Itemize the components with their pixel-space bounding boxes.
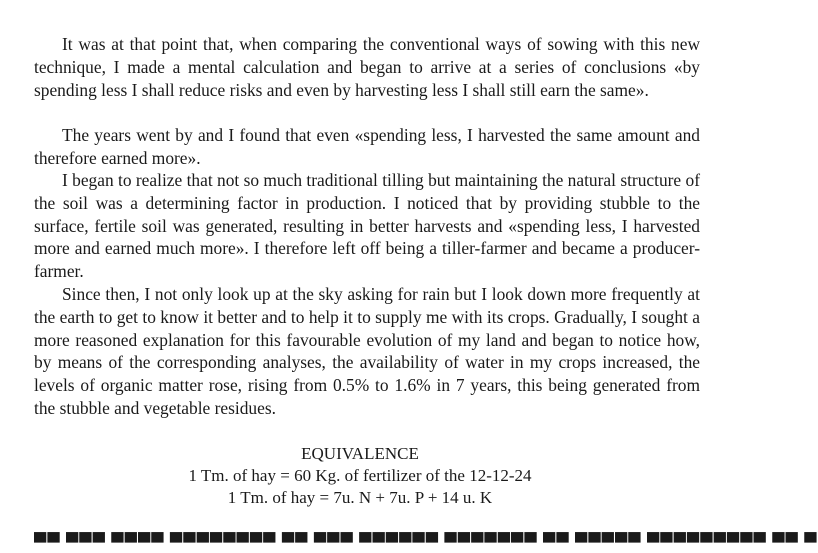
equivalence-fertilizer-line: 1 Tm. of hay = 60 Kg. of fertilizer of the 12-12-24 (188, 466, 532, 485)
paragraph-organic-matter: Since then, I not only look up at the sky asking for rain but I look down more frequently at the earth to get to know it better and to help it to supply me with its crops. Gradually, I sought a more reasoned explanation for this favourable evolution of my land and began to notice how, by means of the corresponding analyses, the availability of water in my crops increased, the levels of organic matter rose, rising from 0.5% to 1.6% in 7 years, this being generated from the stubble and vegetable residues. (34, 284, 700, 418)
paragraph-soil-structure: I began to realize that not so much traditional tilling but maintaining the natural structure of the soil was a determining factor in production. I noticed that by providing stubble to the surface, fertile soil was generated, resulting in better harvests and «spending less, I harvested more and earned much more». I therefore left off being a tiller-farmer and became a producer-farmer. (34, 170, 700, 282)
equivalence-nutrient-line: 1 Tm. of hay = 7u. N + 7u. P + 14 u. K (227, 488, 493, 507)
paragraph-conclusions: It was at that point that, when comparing the conventional ways of sowing with this new technique, I made a mental calculation and began to arrive at a series of conclusions «by spending less I shall reduce risks and even by harvesting less I shall still earn the same». (34, 34, 700, 100)
cropped-text-line (34, 531, 818, 552)
equivalence-title: EQUIVALENCE (301, 444, 419, 463)
cropped-text-fragment: ▀▀ ▀▀▀ ▀▀▀▀ ▀▀▀▀▀▀▀▀ ▀▀ ▀▀▀ ▀▀▀▀▀▀ ▀▀▀▀▀▀▀ ▀▀ ▀▀▀▀▀ ▀▀▀▀▀▀▀▀▀ ▀▀ ▀ (34, 532, 818, 552)
paragraph-years-went-by: The years went by and I found that even «spending less, I harvested the same amount and therefore earned more». (34, 125, 700, 168)
